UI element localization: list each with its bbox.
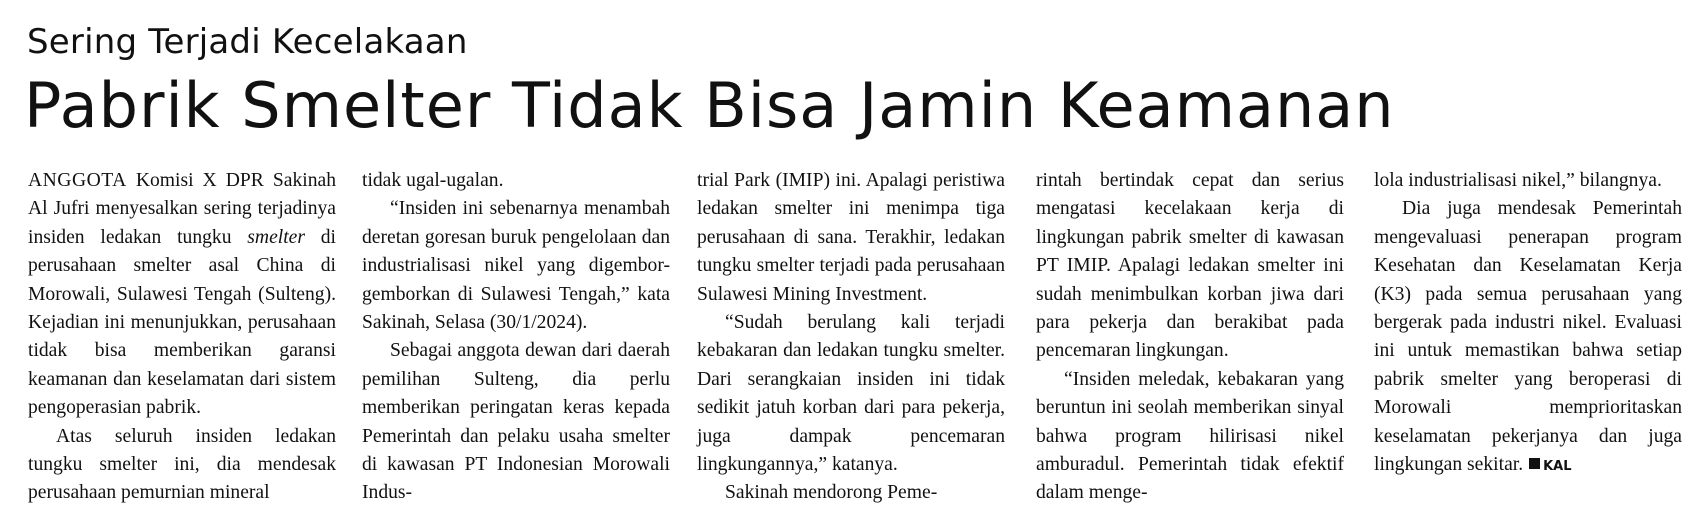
article-paragraph: Sebagai anggota dewan dari daerah pemilihan Sulteng, dia perlu memberikan peringatan keras kepada Pemerintah dan pelaku usaha smelter di kawasan PT Indonesian Morowali Indus- bbox=[362, 340, 670, 504]
article-paragraph bbox=[28, 167, 336, 423]
article-paragraph: trial Park (IMIP) ini. Apalagi peristiwa ledakan smelter ini menimpa tiga perusahaan di sana. Terakhir, ledakan tungku smelter terjadi pada perusahaan Sulawesi Mining Investment. bbox=[697, 170, 1005, 305]
paragraph-text: Dia juga mendesak Pemerintah mengevaluasi penerapan program Kesehatan dan Keselamatan Kerja (K3) pada semua perusahaan yang bergerak pada industri nikel. Evaluasi ini untuk memastikan bahwa setiap pabrik smelter yang beroperasi di Morowali memprioritaskan keselamatan pekerjanya dan juga lingkungan sekitar. bbox=[1374, 198, 1682, 476]
article-column-1 bbox=[28, 167, 336, 508]
article-paragraph: Sakinah mendorong Peme- bbox=[725, 482, 938, 504]
article-kicker: Sering Terjadi Kecelakaan bbox=[27, 22, 468, 62]
article-column-5 bbox=[1374, 167, 1682, 481]
article-column-4 bbox=[1036, 167, 1344, 508]
article-paragraph: lola industrialisasi nikel,” bilangnya. bbox=[1374, 170, 1662, 191]
article-column-3 bbox=[697, 167, 1005, 508]
article-paragraph: “Sudah berulang kali terjadi kebakaran dan ledakan tungku smelter. Dari serangkaian insiden ini tidak sedikit jatuh korban dari para pekerja, juga dampak pencemaran lingkungannya,” katanya. bbox=[697, 312, 1005, 476]
article-paragraph: tidak ugal-ugalan. bbox=[362, 170, 504, 191]
article-headline: Pabrik Smelter Tidak Bisa Jamin Keamanan bbox=[24, 69, 1395, 142]
paragraph-text: di perusahaan smelter asal China di Morowali, Sulawesi Tengah (Sulteng). Kejadian ini menunjukkan, perusahaan tidak bisa memberikan garansi keamanan dan keselamatan dari sistem pengoperasian pabrik. bbox=[28, 226, 337, 419]
end-square-icon bbox=[1529, 458, 1540, 469]
article-paragraph: “Insiden meledak, kebakaran yang beruntun ini seolah memberikan sinyal bahwa program hilirisasi nikel amburadul. Pemerintah tidak efektif dalam menge- bbox=[1036, 368, 1344, 504]
lead-caps: ANGGOTA bbox=[28, 170, 127, 191]
byline: KAL bbox=[1543, 459, 1572, 475]
article-paragraph: rintah bertindak cepat dan serius mengatasi kecelakaan kerja di lingkungan pabrik smelter di kawasan PT IMIP. Apalagi ledakan smelter ini sudah menimbulkan korban jiwa dari para pekerja dan berakibat pada pencemaran lingkungan. bbox=[1036, 170, 1344, 362]
article-paragraph: Atas seluruh insiden ledakan tungku smelter ini, dia mendesak perusahaan pemurnian mineral bbox=[28, 425, 336, 504]
emphasized-term: smelter bbox=[247, 226, 305, 248]
paragraph-text: Komisi X DPR Sakinah Al Jufri menyesalkan sering terjadinya insiden ledakan tungku bbox=[28, 170, 336, 248]
article-paragraph: “Insiden ini sebenarnya menambah deretan goresan buruk pengelolaan dan industrialisasi nikel yang digembor-gemborkan di Sulawesi Tengah,” kata Sakinah, Selasa (30/1/2024). bbox=[362, 198, 670, 334]
article-paragraph bbox=[1374, 195, 1682, 481]
article-column-2 bbox=[362, 167, 670, 508]
